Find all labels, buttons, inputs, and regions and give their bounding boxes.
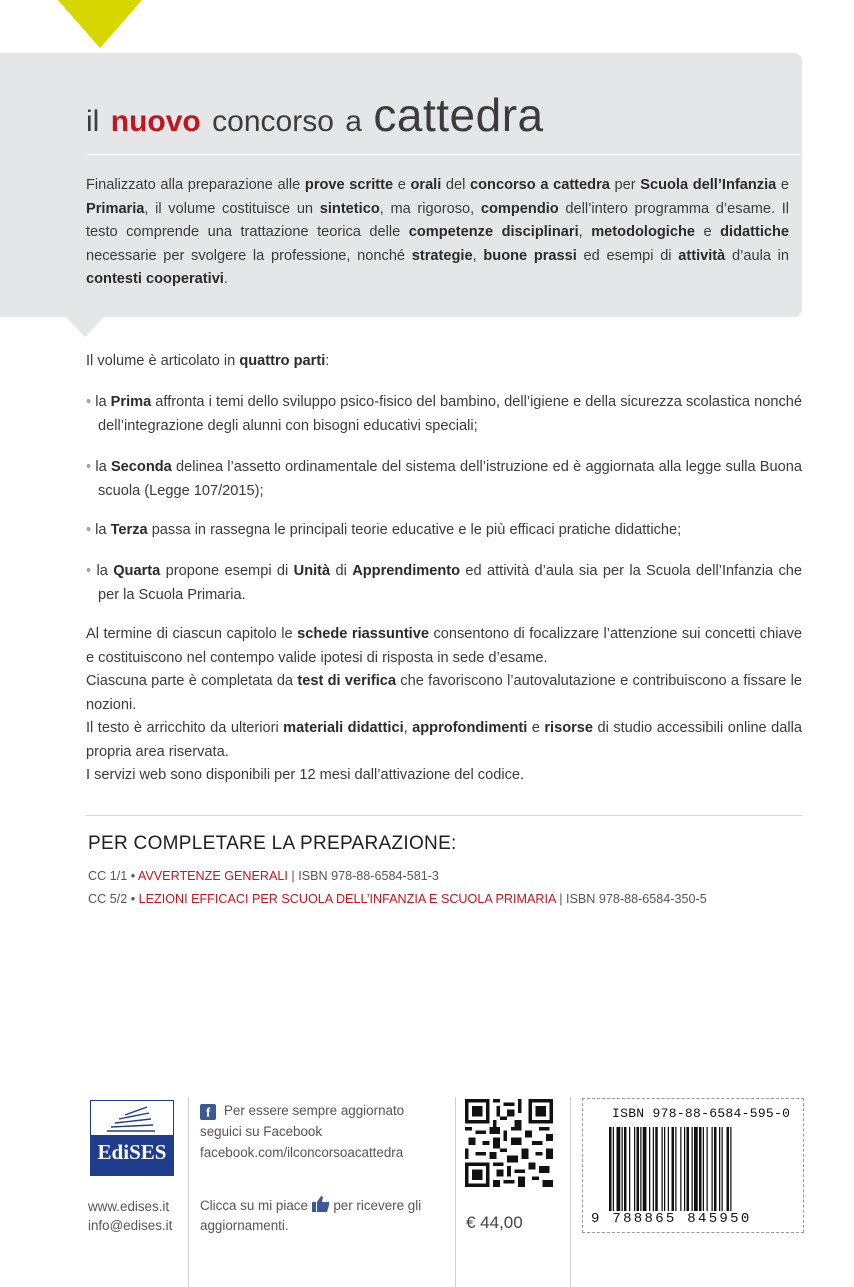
barcode-bar xyxy=(722,1127,723,1219)
text: passa in rassegna le principali teorie educative e le più efficaci pratiche didattiche; xyxy=(147,522,682,538)
thumbs-up-icon xyxy=(312,1196,330,1212)
barcode-bar xyxy=(655,1127,658,1219)
barcode-bar xyxy=(629,1127,630,1219)
bold-text: competenze disciplinari xyxy=(408,224,579,240)
barcode-bar xyxy=(672,1127,675,1219)
title-il: il xyxy=(86,105,100,138)
barcode-bar xyxy=(664,1127,665,1219)
barcode-isbn: ISBN 978-88-6584-595-0 xyxy=(612,1106,791,1121)
complete-heading: PER COMPLETARE LA PREPARAZIONE: xyxy=(88,833,457,854)
barcode-bar xyxy=(637,1127,640,1219)
barcode xyxy=(582,1098,804,1233)
text: Ciascuna parte è completata da xyxy=(86,673,298,689)
barcode-bar xyxy=(668,1127,669,1219)
barcode-bar xyxy=(730,1127,731,1219)
barcode-bar xyxy=(617,1127,621,1219)
footer-divider xyxy=(455,1097,456,1287)
text: e xyxy=(776,177,789,193)
text: affronta i temi dello sviluppo psico-fisico del bambino, dell’igiene e della sicurezza scolastica nonché dell’integrazione degli alunni con bisogni educativi speciali; xyxy=(98,394,802,434)
barcode-bar xyxy=(699,1127,702,1219)
list-item xyxy=(86,560,802,607)
like-line-1 xyxy=(200,1196,421,1216)
text: Finalizzato alla preparazione alle xyxy=(86,177,305,193)
barcode-bar xyxy=(675,1127,676,1219)
reference-code: CC 5/2 • xyxy=(88,892,139,906)
bullet-icon: • xyxy=(86,459,96,475)
text: Al termine di ciascun capitolo le xyxy=(86,626,298,642)
facebook-icon: f xyxy=(200,1104,216,1120)
barcode-bar xyxy=(707,1127,708,1219)
barcode-bar xyxy=(714,1127,717,1219)
facebook-url[interactable]: facebook.com/ilconcorsoacattedra xyxy=(200,1145,404,1160)
reference-isbn: | ISBN 978-88-6584-350-5 xyxy=(555,892,707,906)
bullet-icon: • xyxy=(86,394,96,410)
text: ed esempi di xyxy=(576,247,679,264)
email-link[interactable]: info@edises.it xyxy=(88,1218,173,1233)
facebook-line-2: seguici su Facebook xyxy=(200,1124,323,1139)
bold-text: strategie xyxy=(411,247,473,264)
bold-text: materiali didattici xyxy=(283,720,404,736)
bold-text: sintetico xyxy=(319,200,380,217)
list-item xyxy=(86,519,802,543)
text: la xyxy=(95,522,111,538)
title-cattedra: cattedra xyxy=(373,89,544,141)
text: la xyxy=(95,394,111,410)
list-item xyxy=(86,456,802,503)
barcode-bar xyxy=(613,1127,614,1219)
barcode-bar xyxy=(643,1127,647,1219)
barcode-bar xyxy=(609,1127,612,1219)
barcode-digits: 9 788865 845950 xyxy=(591,1211,752,1227)
text: dell’intero programma d’esame. Il testo comprende una trattazione teorica delle xyxy=(86,200,789,240)
bold-text: compendio xyxy=(480,200,559,217)
barcode-bar xyxy=(662,1127,663,1219)
title-a: a xyxy=(345,105,362,138)
like-text-end: per ricevere gli xyxy=(329,1198,422,1213)
text: la xyxy=(95,459,111,475)
text: propone esempi di xyxy=(160,563,294,579)
footer-divider xyxy=(188,1097,189,1287)
barcode-bar xyxy=(719,1127,720,1219)
bold-text: test di verifica xyxy=(297,673,396,689)
barcode-bar xyxy=(622,1127,623,1219)
bold-text: Terza xyxy=(110,522,148,538)
reference-title: AVVERTENZE GENERALI xyxy=(137,869,288,883)
book-stack-icon xyxy=(90,1100,174,1136)
text: d’aula in xyxy=(725,247,789,264)
list-item xyxy=(86,391,802,438)
title-nuovo: nuovo xyxy=(110,105,201,138)
bold-text: Primaria xyxy=(86,200,145,217)
list-item-text xyxy=(86,391,802,438)
text: del xyxy=(441,177,471,193)
barcode-bar xyxy=(694,1127,698,1219)
barcode-bar xyxy=(649,1127,650,1219)
text: e xyxy=(527,720,545,736)
text: la xyxy=(96,563,114,579)
title-concorso: concorso xyxy=(212,105,334,138)
price: € 44,00 xyxy=(466,1213,523,1232)
list-item-text xyxy=(86,519,802,543)
book-title xyxy=(86,88,544,142)
bold-text: didattiche xyxy=(720,224,790,240)
barcode-bar xyxy=(703,1127,704,1219)
bold-text: concorso a cattedra xyxy=(470,177,610,193)
bold-text: attività xyxy=(678,247,726,264)
reference-row xyxy=(88,892,707,906)
text: , xyxy=(403,720,413,736)
bold-text: Unità xyxy=(293,563,331,579)
text: delinea l’assetto ordinamentale del sistema dell’istruzione ed è aggiornata alla legge sulla Buona scuola (Legge 107/2015); xyxy=(98,459,802,499)
bullet-icon: • xyxy=(86,563,97,579)
reference-isbn: | ISBN 978-88-6584-581-3 xyxy=(287,869,439,883)
bold-text: orali xyxy=(410,177,442,193)
text: ed attività d’aula sia per la Scuola dell’Infanzia che per la Scuola Primaria. xyxy=(98,563,802,603)
parts-intro-bold: quattro parti xyxy=(239,353,326,369)
barcode-bar xyxy=(687,1127,690,1219)
bullet-icon: • xyxy=(86,522,96,538)
barcode-bar xyxy=(624,1127,627,1219)
bold-text: Apprendimento xyxy=(352,563,461,579)
bold-text: risorse xyxy=(544,720,594,736)
barcode-bar xyxy=(684,1127,685,1219)
reference-row xyxy=(88,869,439,883)
facebook-text: Per essere sempre aggiornato xyxy=(224,1103,405,1118)
text: per xyxy=(609,177,641,193)
bold-text: contesti cooperativi xyxy=(86,271,224,287)
text: di xyxy=(330,563,353,579)
text: e xyxy=(694,224,721,240)
barcode-bar xyxy=(640,1127,641,1219)
bold-text: Quarta xyxy=(113,563,161,579)
text: consentono di focalizzare l’attenzione sui concetti chiave e costituiscono nel contempo valide ipotesi di risposta in sede d’esame. xyxy=(86,626,802,666)
bold-text: Scuola dell’Infanzia xyxy=(640,177,777,193)
edises-logo xyxy=(90,1100,174,1176)
intro-panel-pointer xyxy=(66,317,104,337)
yellow-corner-triangle xyxy=(58,0,142,48)
barcode-bars xyxy=(609,1127,787,1219)
qr-code-icon[interactable] xyxy=(465,1099,553,1187)
list-item-text xyxy=(86,456,802,503)
parts-intro xyxy=(86,350,802,374)
reference-title: LEZIONI EFFICACI PER SCUOLA DELL’INFANZIA E SCUOLA PRIMARIA xyxy=(138,892,556,906)
text: Il testo è arricchito da ulteriori xyxy=(86,720,284,736)
footer-divider xyxy=(570,1097,571,1287)
title-divider xyxy=(86,154,802,155)
barcode-bar xyxy=(692,1127,693,1219)
facebook-line-1 xyxy=(200,1101,404,1121)
text: I servizi web sono disponibili per 12 mesi dall’attivazione del codice. xyxy=(86,767,525,783)
closing-paragraph xyxy=(86,623,802,788)
barcode-bar xyxy=(634,1127,635,1219)
barcode-bar xyxy=(727,1127,730,1219)
intro-paragraph xyxy=(86,174,789,292)
text: che favoriscono l’autovalutazione e contribuiscono a fissare le nozioni. xyxy=(86,673,802,713)
bold-text: Seconda xyxy=(110,459,172,475)
reference-code: CC 1/1 • xyxy=(88,869,138,883)
text: . xyxy=(223,271,228,287)
bold-text: prove scritte xyxy=(304,177,394,193)
bold-text: schede riassuntive xyxy=(297,626,429,642)
text: , ma rigoroso, xyxy=(379,200,481,217)
barcode-bar xyxy=(680,1127,681,1219)
bold-text: metodologiche xyxy=(591,224,695,240)
text: , xyxy=(578,224,592,240)
like-text: Clicca su mi piace xyxy=(200,1198,312,1213)
text: e xyxy=(393,177,411,193)
text: , il volume costituisce un xyxy=(144,200,320,217)
text: , xyxy=(472,247,484,264)
parts-intro-text: Il volume è articolato in xyxy=(86,353,240,369)
barcode-bar xyxy=(712,1127,713,1219)
website-link[interactable]: www.edises.it xyxy=(88,1199,170,1214)
like-line-2: aggiornamenti. xyxy=(200,1218,289,1233)
bold-text: buone prassi xyxy=(483,247,577,264)
barcode-bar xyxy=(653,1127,654,1219)
bold-text: Prima xyxy=(110,394,152,410)
parts-intro-colon: : xyxy=(325,353,330,369)
list-item-text xyxy=(86,560,802,607)
section-divider xyxy=(86,815,802,816)
text: necessarie per svolgere la professione, nonché xyxy=(86,247,412,264)
logo-text: EdiSES xyxy=(97,1140,167,1164)
text: di studio accessibili online dalla propria area riservata. xyxy=(86,720,802,760)
bold-text: approfondimenti xyxy=(412,720,528,736)
